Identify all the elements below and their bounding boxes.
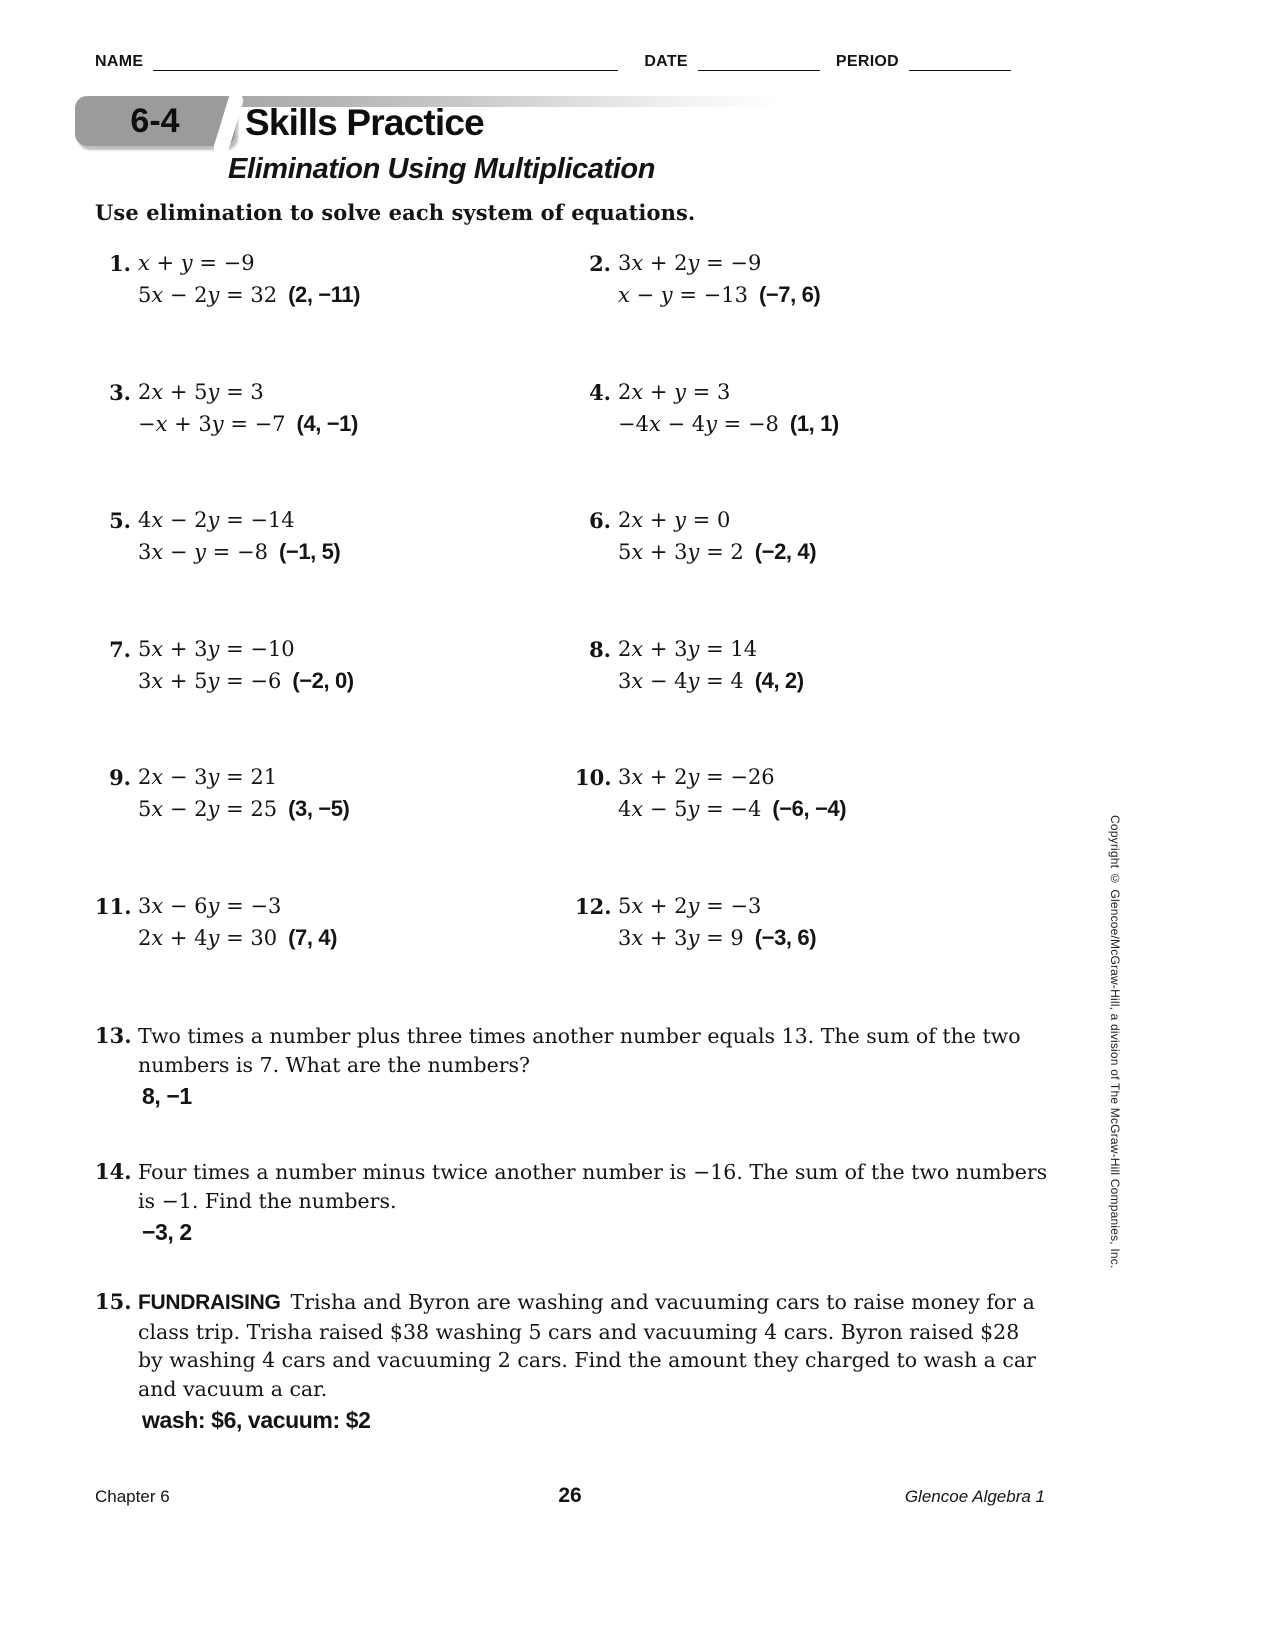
answer-text: (−2, 0) xyxy=(292,667,354,693)
problem-number: 6. xyxy=(589,508,611,533)
equation-line-1: 3x + 2y = −26 xyxy=(618,765,775,789)
problem-number: 12. xyxy=(575,893,612,919)
equation-line-2: 2x + 4y = 30 xyxy=(138,925,278,950)
problem-number: 9. xyxy=(109,765,131,790)
equation-line-1: 3x − 6y = −3 xyxy=(138,893,282,918)
equation-line-2: 5x − 2y = 32 xyxy=(138,283,278,307)
problem-number: 10. xyxy=(575,765,612,790)
answer-text: (−1, 5) xyxy=(278,539,341,564)
answer-text: (−7, 6) xyxy=(758,282,821,307)
equation-line-1: 2x + 3y = 14 xyxy=(618,636,758,661)
date-label: DATE xyxy=(644,53,688,70)
footer-chapter: Chapter 6 xyxy=(95,1487,170,1506)
equation-line-2: −4x − 4y = −8 xyxy=(618,411,779,436)
equation-line-1: 2x + 5y = 3 xyxy=(138,379,264,404)
problem-1 xyxy=(95,248,575,377)
problem-6 xyxy=(575,505,1055,634)
problem-5 xyxy=(95,505,575,634)
equation-line-1: 5x + 3y = −10 xyxy=(138,636,295,661)
problem-12 xyxy=(575,891,1055,1020)
problem-number: 15. xyxy=(95,1289,132,1314)
problem-8 xyxy=(575,634,1055,763)
page-footer xyxy=(95,1484,1045,1508)
word-problem-answer: wash: $6, vacuum: $2 xyxy=(142,1407,371,1433)
footer-book-title: Glencoe Algebra 1 xyxy=(904,1487,1046,1506)
answer-text: (−2, 4) xyxy=(754,539,817,564)
answer-text: (−6, −4) xyxy=(772,796,847,821)
name-label: NAME xyxy=(95,53,144,70)
problem-number: 8. xyxy=(589,636,611,662)
problem-10 xyxy=(575,762,1055,891)
equation-line-1: x + y = −9 xyxy=(138,251,255,275)
answer-text: (1, 1) xyxy=(789,410,839,436)
equation-line-2: 3x + 5y = −6 xyxy=(138,668,282,693)
equation-line-2: 3x + 3y = 9 xyxy=(618,925,744,950)
answer-text: (4, −1) xyxy=(296,410,358,436)
word-problem-label: FUNDRAISING xyxy=(138,1291,281,1314)
word-problem-text: Trisha and Byron are washing and vacuuming cars to raise money for a class trip. Trisha raised $38 washing 5 cars and vacuuming 4 cars. Byron raised $28 by washing 4 cars and vacuuming 2 cars. Find the amount they charged to wash a car and vacuum a car. xyxy=(138,1290,1036,1401)
word-problem-text: Two times a number plus three times another number equals 13. The sum of the two numbers is 7. What are the numbers? xyxy=(138,1024,1021,1077)
problem-3 xyxy=(95,377,575,506)
problem-number: 3. xyxy=(109,379,131,405)
answer-text: (4, 2) xyxy=(754,667,804,693)
lesson-number: 6-4 xyxy=(130,101,180,140)
equation-line-2: 3x − y = −8 xyxy=(138,540,268,564)
date-blank-line xyxy=(698,50,820,71)
answer-text: (3, −5) xyxy=(288,796,350,821)
problem-9 xyxy=(95,762,575,891)
lesson-number-tab xyxy=(75,96,235,146)
equation-line-1: 2x − 3y = 21 xyxy=(138,765,278,789)
word-problem-text: Four times a number minus twice another number is −16. The sum of the two numbers is −1. Find the numbers. xyxy=(138,1160,1048,1213)
equation-line-1: 4x − 2y = −14 xyxy=(138,508,295,532)
problem-number: 11. xyxy=(95,893,132,919)
problem-number: 14. xyxy=(95,1159,132,1184)
name-blank-line xyxy=(153,50,618,71)
problems-grid xyxy=(95,248,1055,1019)
equation-line-2: 5x − 2y = 25 xyxy=(138,797,278,821)
worksheet-title: Skills Practice xyxy=(245,102,484,143)
problem-number: 13. xyxy=(95,1023,132,1048)
equation-line-1: 2x + y = 0 xyxy=(618,508,731,532)
instructions: Use elimination to solve each system of equations. xyxy=(95,200,696,225)
equation-line-1: 3x + 2y = −9 xyxy=(618,251,762,275)
equation-line-2: x − y = −13 xyxy=(618,283,748,307)
problem-11 xyxy=(95,891,575,1020)
problem-4 xyxy=(575,377,1055,506)
copyright-sidebar: Copyright © Glencoe/McGraw-Hill, a division of The McGraw-Hill Companies, Inc. xyxy=(1108,815,1122,1269)
word-problem-15 xyxy=(95,1288,1050,1435)
equation-line-1: 5x + 2y = −3 xyxy=(618,893,762,918)
equation-line-2: 3x − 4y = 4 xyxy=(618,668,744,693)
answer-text: (2, −11) xyxy=(288,282,361,307)
period-label: PERIOD xyxy=(835,53,900,70)
problem-number: 1. xyxy=(109,251,131,276)
word-problem-answer: 8, −1 xyxy=(142,1083,192,1109)
id-row xyxy=(95,50,1040,71)
problem-number: 4. xyxy=(589,379,611,405)
equation-line-1: 2x + y = 3 xyxy=(618,379,731,404)
equation-line-2: 5x + 3y = 2 xyxy=(618,540,744,564)
word-problem-13 xyxy=(95,1022,1050,1111)
equation-line-2: −x + 3y = −7 xyxy=(138,411,286,436)
word-problem-14 xyxy=(95,1158,1050,1247)
word-problem-answer: −3, 2 xyxy=(142,1219,192,1245)
period-blank-line xyxy=(909,50,1011,71)
worksheet-subtitle: Elimination Using Multiplication xyxy=(228,153,656,185)
problem-7 xyxy=(95,634,575,763)
answer-text: (7, 4) xyxy=(288,924,338,950)
problem-2 xyxy=(575,248,1055,377)
problem-number: 2. xyxy=(589,251,611,276)
footer-page-number: 26 xyxy=(558,1484,582,1507)
answer-text: (−3, 6) xyxy=(754,924,817,950)
problem-number: 7. xyxy=(109,636,131,662)
problem-number: 5. xyxy=(109,508,131,533)
equation-line-2: 4x − 5y = −4 xyxy=(618,797,762,821)
